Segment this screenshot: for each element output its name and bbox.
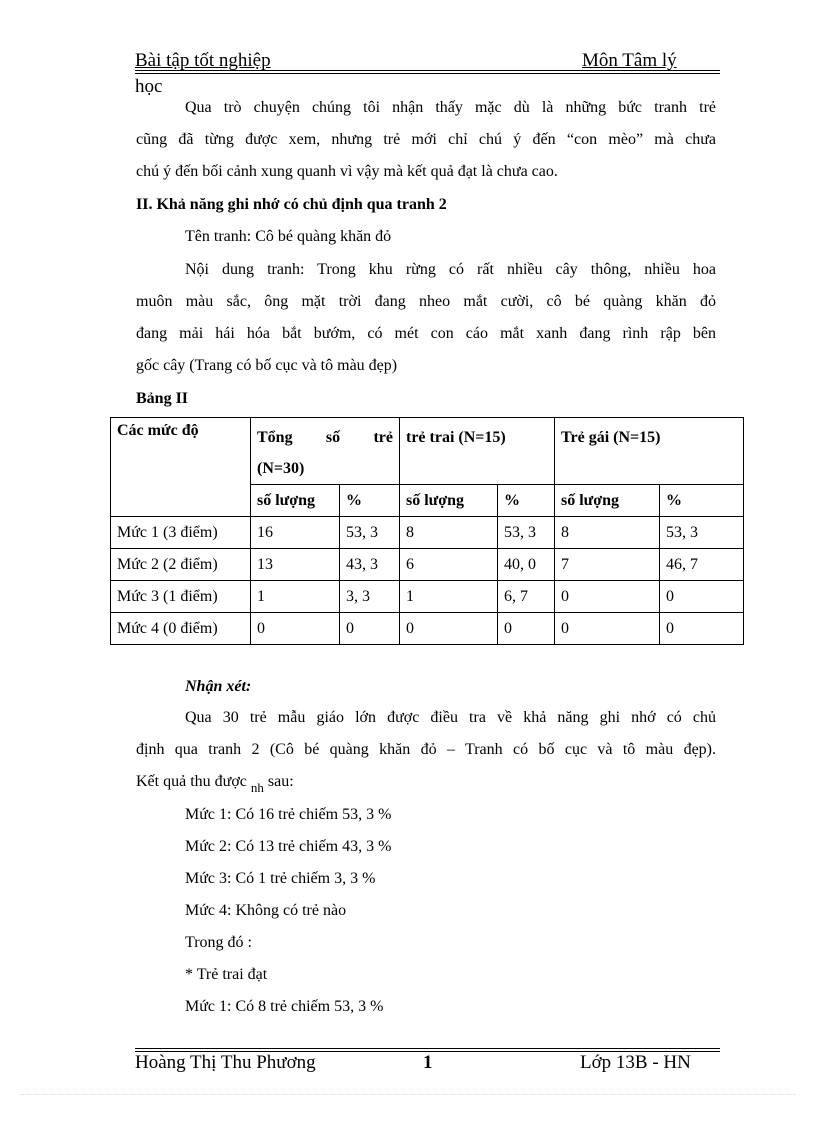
text-line: muôn màu sắc, ông mặt trời đang nheo mắt cười, cô bé quàng khăn đỏ	[136, 293, 716, 310]
result-item: Mức 4: Không có trẻ nào	[185, 902, 347, 919]
header-rule	[135, 70, 720, 71]
cell-total-percent: 53, 3	[340, 517, 400, 549]
page-header	[135, 50, 720, 72]
cell-boys-count: 8	[400, 517, 498, 549]
cell-total-count: 1	[251, 581, 340, 613]
cell-girls-percent: 0	[660, 581, 744, 613]
result-line	[136, 766, 716, 798]
cell-girls-count: 8	[555, 517, 660, 549]
footer-class: Lớp 13B - HN	[580, 1052, 691, 1073]
text-line: định qua tranh 2 (Cô bé quàng khăn đỏ – Tranh có bố cục và tô màu đẹp).	[136, 741, 716, 758]
result-item: Mức 1: Có 16 trẻ chiếm 53, 3 %	[185, 806, 392, 823]
text-line: Nội dung tranh: Trong khu rừng có rất nhiều cây thông, nhiều hoa	[185, 261, 716, 278]
text-line: Qua 30 trẻ mẫu giáo lớn được điều tra về khả năng ghi nhớ có chủ	[185, 709, 716, 726]
cell-total-percent: 43, 3	[340, 549, 400, 581]
paragraph-content	[136, 254, 716, 382]
cell-boys-count: 1	[400, 581, 498, 613]
header-boys: trẻ trai (N=15)	[400, 418, 555, 485]
table-row	[111, 581, 744, 613]
table-title: Bảng II	[136, 390, 189, 407]
footer-rule	[135, 1048, 720, 1049]
cell-boys-percent: 40, 0	[498, 549, 555, 581]
cell-boys-percent: 53, 3	[498, 517, 555, 549]
result-item: Mức 1: Có 8 trẻ chiếm 53, 3 %	[185, 998, 384, 1015]
cell-girls-percent: 53, 3	[660, 517, 744, 549]
row-label: Mức 2 (2 điểm)	[111, 549, 251, 581]
header-subject: Môn Tâm lý	[582, 50, 677, 71]
results-table	[110, 417, 744, 645]
sub-percent: %	[340, 485, 400, 517]
header-total-line2: (N=30)	[257, 460, 305, 477]
result-item: Mức 3: Có 1 trẻ chiếm 3, 3 %	[185, 870, 376, 887]
result-suffix: sau:	[267, 773, 294, 790]
cell-girls-percent: 46, 7	[660, 549, 744, 581]
cell-boys-count: 0	[400, 613, 498, 645]
cell-girls-count: 7	[555, 549, 660, 581]
cell-total-percent: 3, 3	[340, 581, 400, 613]
page-number: 1	[423, 1052, 433, 1073]
text-line: chú ý đến bối cảnh xung quanh vì vậy mà kết quả đạt là chưa cao.	[136, 163, 558, 180]
cell-girls-count: 0	[555, 613, 660, 645]
cell-boys-percent: 0	[498, 613, 555, 645]
cell-total-count: 0	[251, 613, 340, 645]
sub-count: số lượng	[251, 485, 340, 517]
text-line: cũng đã từng được xem, nhưng trẻ mới chỉ chú ý đến “con mèo” mà chưa	[136, 131, 716, 148]
sub-percent: %	[498, 485, 555, 517]
page-bottom-divider	[20, 1094, 796, 1095]
table-row	[111, 549, 744, 581]
result-small: nh	[250, 780, 264, 795]
cell-total-count: 13	[251, 549, 340, 581]
header-total	[251, 418, 400, 485]
cell-boys-count: 6	[400, 549, 498, 581]
footer-author: Hoàng Thị Thu Phương	[135, 1052, 316, 1073]
result-item: Mức 2: Có 13 trẻ chiếm 43, 3 %	[185, 838, 392, 855]
header-continuation: học	[135, 76, 163, 97]
header-girls: Trẻ gái (N=15)	[555, 418, 744, 485]
cell-girls-percent: 0	[660, 613, 744, 645]
result-item: Trong đó :	[185, 934, 252, 951]
remarks-heading: Nhận xét:	[185, 678, 252, 695]
text-line: đang mải hái hóa bắt bướm, có mét con cáo mắt xanh đang rình rập bên	[136, 325, 716, 342]
text-line: gốc cây (Trang có bố cục và tô màu đẹp)	[136, 357, 398, 374]
sub-count: số lượng	[400, 485, 498, 517]
header-title: Bài tập tốt nghiệp	[135, 50, 271, 71]
text-line: Qua trò chuyện chúng tôi nhận thấy mặc dù là những bức tranh trẻ	[185, 99, 716, 116]
page-footer	[135, 1048, 720, 1078]
section-heading: II. Khả năng ghi nhớ có chủ định qua tranh 2	[136, 196, 447, 213]
row-label: Mức 4 (0 điểm)	[111, 613, 251, 645]
paragraph-remarks	[136, 702, 716, 798]
cell-total-count: 16	[251, 517, 340, 549]
table-row	[111, 613, 744, 645]
sub-percent: %	[660, 485, 744, 517]
header-rule-double	[135, 73, 720, 74]
result-prefix: Kết quả thu được	[136, 773, 247, 790]
row-label: Mức 3 (1 điểm)	[111, 581, 251, 613]
table-row	[111, 517, 744, 549]
row-label: Mức 1 (3 điểm)	[111, 517, 251, 549]
picture-name: Tên tranh: Cô bé quàng khăn đỏ	[185, 228, 392, 245]
header-total-line1: Tổng số trẻ	[257, 429, 393, 446]
sub-count: số lượng	[555, 485, 660, 517]
cell-total-percent: 0	[340, 613, 400, 645]
result-item: * Trẻ trai đạt	[185, 966, 268, 983]
cell-girls-count: 0	[555, 581, 660, 613]
cell-boys-percent: 6, 7	[498, 581, 555, 613]
paragraph-intro	[136, 92, 716, 188]
header-levels: Các mức độ	[111, 418, 251, 517]
table-header-row	[111, 418, 744, 485]
